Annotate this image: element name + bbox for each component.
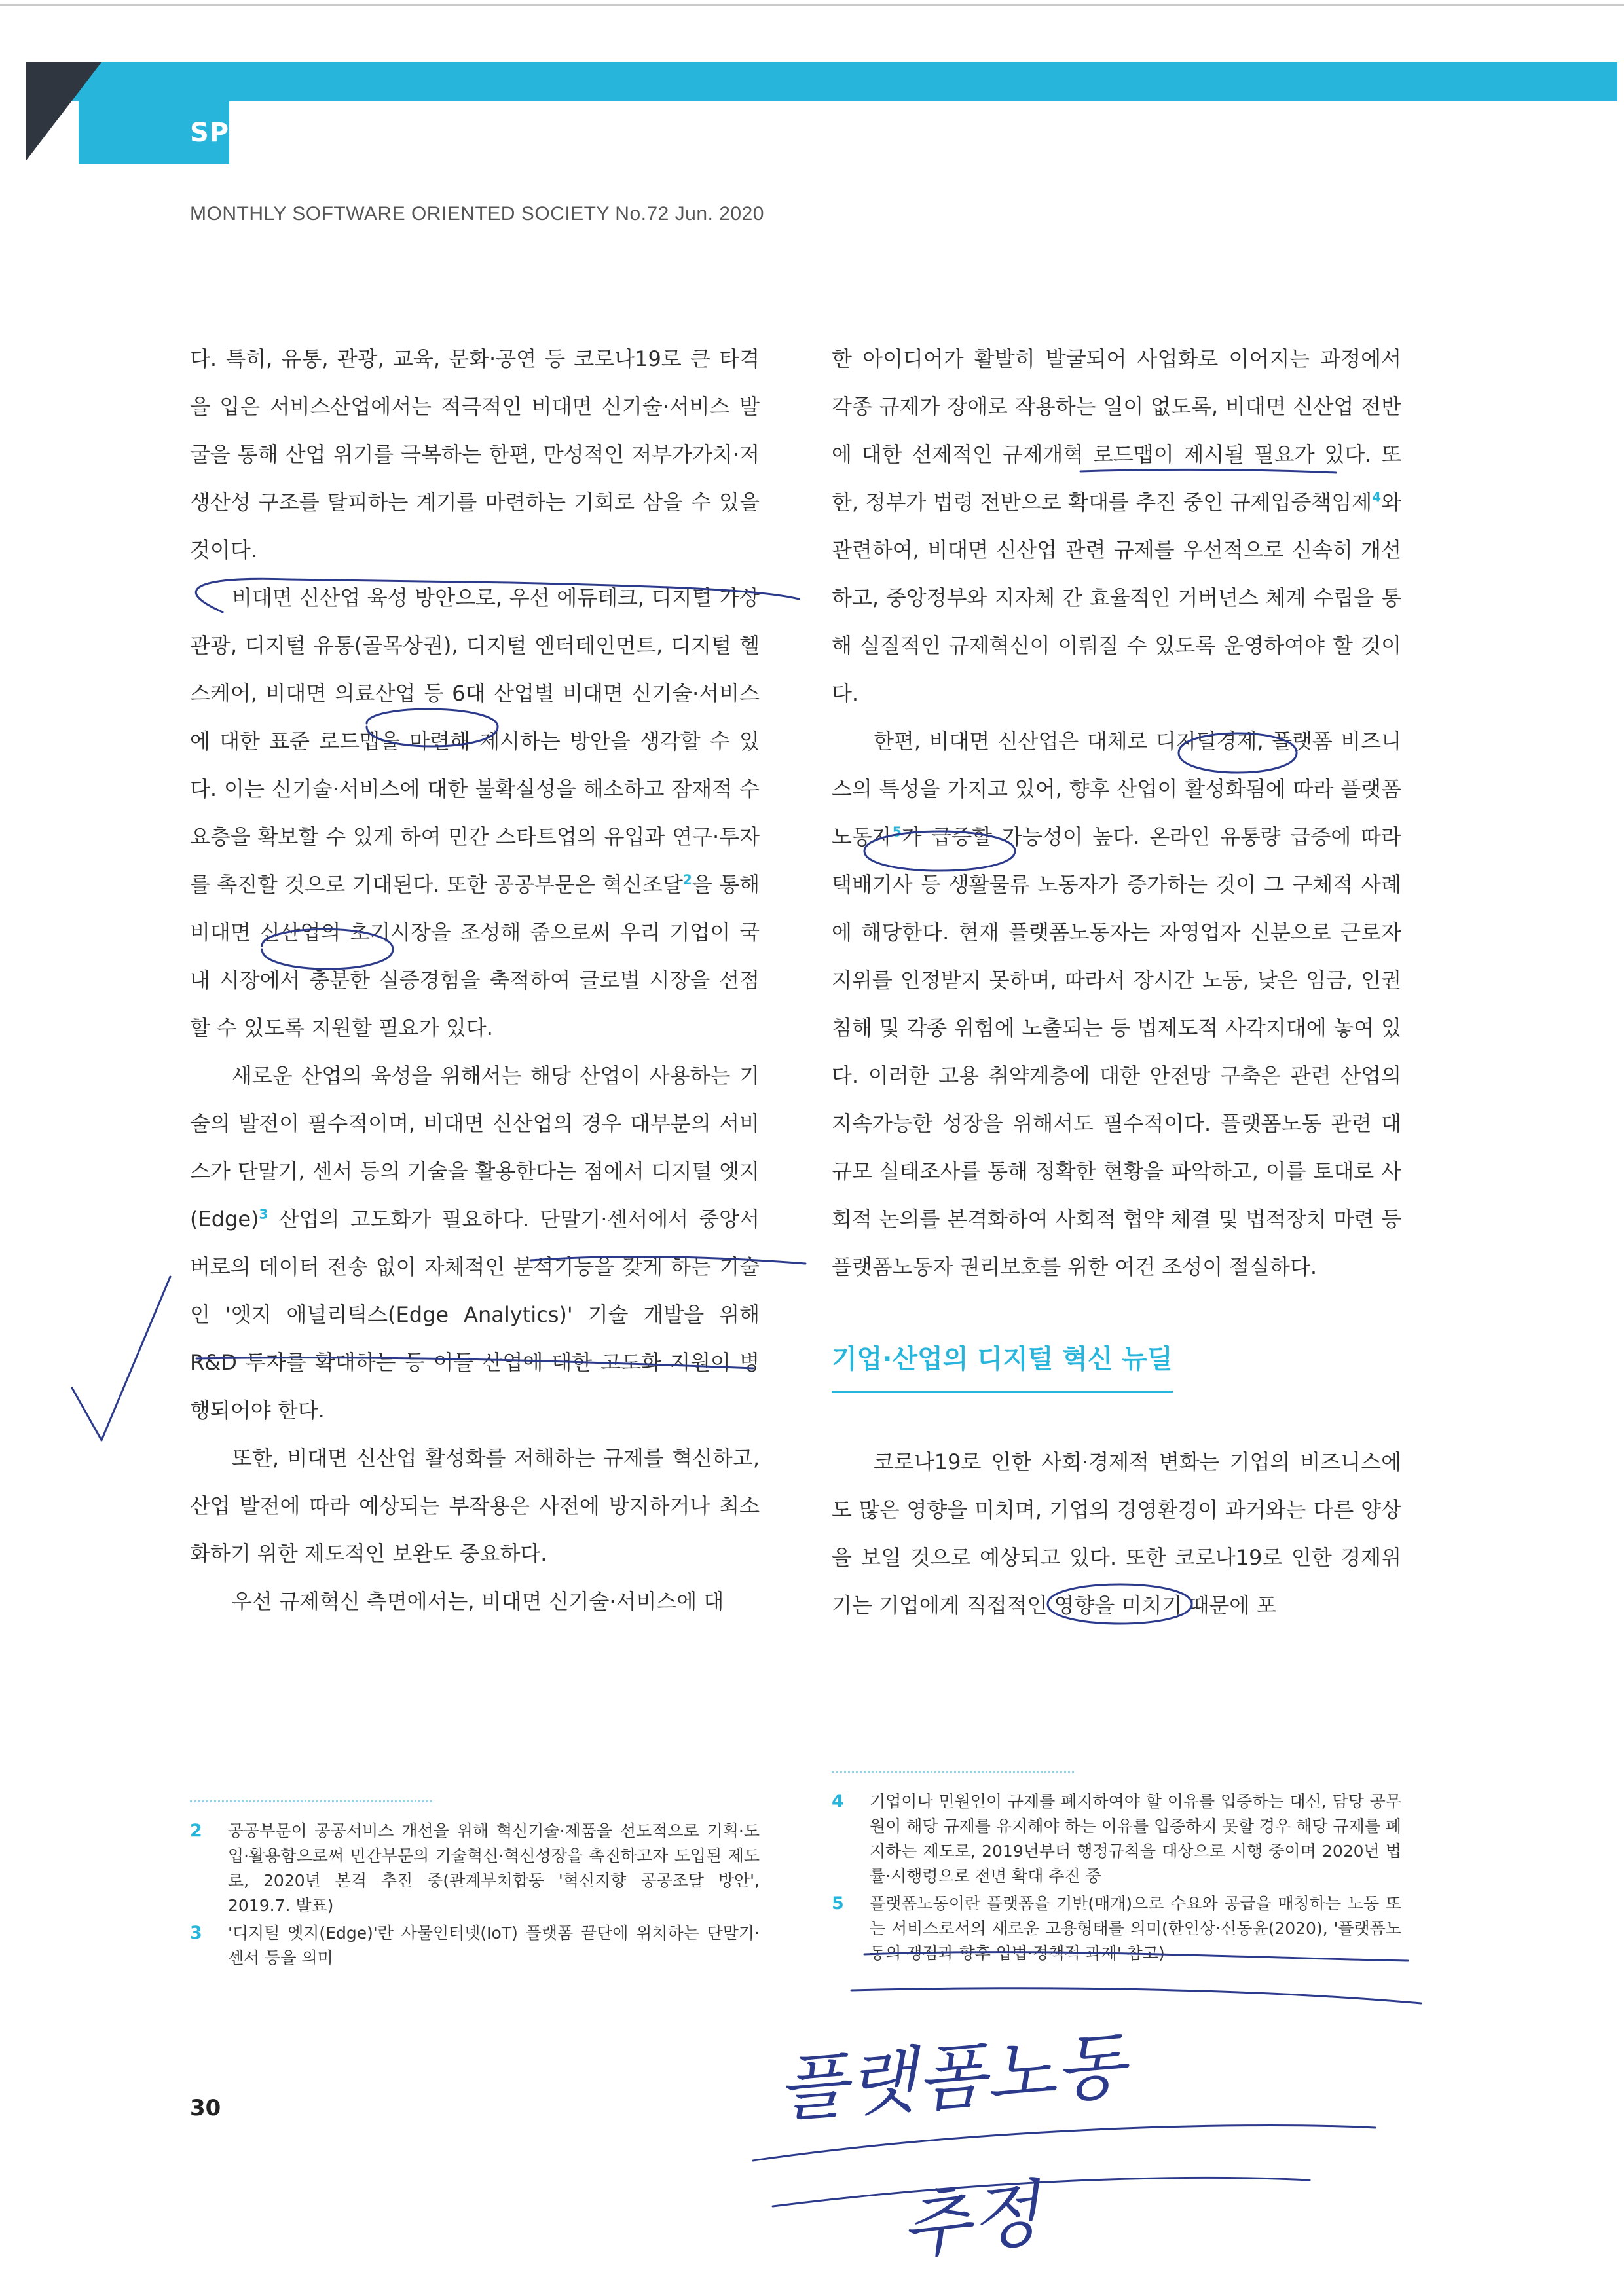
paragraph-text: 새로운 산업의 육성을 위해서는 해당 산업이 사용하는 기술의 발전이 필수적이며, 비대면 신산업의 경우 대부분의 서비스가 단말기, 센서 등의 기술을 활용한다는 점에서 디지털 엣지(Edge) xyxy=(190,1063,760,1231)
paragraph: 우선 규제혁신 측면에서는, 비대면 신기술·서비스에 대 xyxy=(232,1589,724,1614)
ink-circle xyxy=(864,831,1015,871)
magazine-issue-line: MONTHLY SOFTWARE ORIENTED SOCIETY No.72 Jun. 2020 xyxy=(190,203,764,225)
footnote-text: 기업이나 민원인이 규제를 폐지하여야 할 이유를 입증하는 대신, 담당 공무원이 해당 규제를 유지해야 하는 이유를 입증하지 못할 경우 해당 규제를 폐지하는 제도로, 2019년부터 행정규칙을 대상으로 시행 중이며 2020년 법률·시행령으로 전면 확대 추진 중 xyxy=(870,1792,1401,1886)
section-title: SPRI FOCUS xyxy=(190,118,373,148)
paragraph-text: 비대면 신산업 육성 방안으로, 우선 에듀테크, 디지털 가상관광, 디지털 유통(골목상권), 디지털 엔터테인먼트, 디지털 헬스케어, 비대면 의료산업 등 6대 산업별 비대면 신기술·서비스에 대한 표준 로드맵을 마련해 제시하는 방안을 생각할 수 있다. 이는 신기술·서비스에 대한 불확실성을 해소하고 잠재적 수요층을 확보할 수 있게 하여 민간 스타트업의 유입과 연구·투자를 촉진할 것으로 기대된다. 또한 공공부문은 혁신조달 xyxy=(190,585,760,897)
footnote-ref[interactable]: 5 xyxy=(892,824,902,840)
paragraph-text: 가 급증할 가능성이 높다. 온라인 유통량 급증에 따라 택배기사 등 생활물류 노동자가 증가하는 것이 그 구체적 사례에 해당한다. 현재 플랫폼노동자는 자영업자 신분으로 근로자 지위를 인정받지 못하며, 따라서 장시간 노동, 낮은 임금, 인권침해 및 각종 위험에 노출되는 등 법제도적 사각지대에 놓여 있다. 이러한 고용 취약계층에 대한 안전망 구축은 관련 산업의 지속가능한 성장을 위해서도 필수적이다. 플랫폼노동 관련 대규모 실태조사를 통해 정확한 현황을 파악하고, 이를 토대로 사회적 논의를 본격화하여 사회적 협약 체결 및 법적장치 마련 등 플랫폼노동자 권리보호를 위한 여건 조성이 절실하다. xyxy=(832,824,1401,1279)
footnote-text: '디지털 엣지(Edge)'란 사물인터넷(IoT) 플랫폼 끝단에 위치하는 단말기·센서 등을 의미 xyxy=(228,1923,760,1967)
footnote-text: 플랫폼노동이란 플랫폼을 기반(매개)으로 수요와 공급을 매칭하는 노동 또는 서비스로서의 새로운 고용형태를 의미(한인상·신동윤(2020), '플랫폼노동의 쟁점과 향후 입법·정책적 과제' 참고) xyxy=(870,1894,1401,1963)
ink-circle xyxy=(367,709,498,746)
ink-underline xyxy=(851,1988,1421,2003)
footnote-ref[interactable]: 4 xyxy=(1372,489,1382,505)
footnote-text: 공공부문이 공공서비스 개선을 위해 혁신기술·제품을 선도적으로 기획·도입·활용함으로써 민간부문의 기술혁신·혁신성장을 촉진하고자 도입된 제도로, 2020년 본격 추진 중(관계부처합동 '혁신지향 공공조달 방안', 2019.7. 발표) xyxy=(228,1821,760,1915)
ink-check-mark xyxy=(72,1277,170,1440)
ink-circle xyxy=(262,929,393,969)
handwritten-note: 플랫폼노동 xyxy=(774,2024,1128,2132)
footnote-number: 2 xyxy=(190,1821,202,1841)
paragraph: 다. 특히, 유통, 관광, 교육, 문화·공연 등 코로나19로 큰 타격을 입은 서비스산업에서는 적극적인 비대면 신기술·서비스 발굴을 통해 산업 위기를 극복하는 한편, 만성적인 저부가가치·저생산성 구조를 탈피하는 계기를 마련하는 기회로 삼을 수 있을 것이다. xyxy=(190,346,760,562)
ink-underline xyxy=(1080,469,1336,473)
paragraph: 또한, 비대면 신산업 활성화를 저해하는 규제를 혁신하고, 산업 발전에 따라 예상되는 부작용은 사전에 방지하거나 최소화하기 위한 제도적인 보완도 중요하다. xyxy=(190,1446,760,1566)
ink-loop xyxy=(196,579,799,612)
footnote-ref[interactable]: 3 xyxy=(259,1206,268,1222)
paragraph-text: 한 아이디어가 활발히 발굴되어 사업화로 이어지는 과정에서 각종 규제가 장애로 작용하는 일이 없도록, 비대면 신산업 전반에 대한 선제적인 규제개혁 로드맵이 제시될 필요가 있다. 또한, 정부가 법령 전반으로 확대를 추진 중인 규제입증책임제 xyxy=(832,346,1401,515)
paragraph-text: 와 관련하여, 비대면 신산업 관련 규제를 우선적으로 신속히 개선하고, 중앙정부와 지자체 간 효율적인 거버넌스 체계 수립을 통해 실질적인 규제혁신이 이뤄질 수 있도록 운영하여야 할 것이다. xyxy=(832,490,1401,706)
paragraph: 코로나19로 인한 사회·경제적 변화는 기업의 비즈니스에도 많은 영향을 미치며, 기업의 경영환경이 과거와는 다른 양상을 보일 것으로 예상되고 있다. 또한 코로나19로 인한 경제위기는 기업에게 직접적인 영향을 미치기 때문에 포 xyxy=(832,1449,1401,1618)
paragraph-text: 한편, 비대면 신산업은 대체로 디지털경제, 플랫폼 비즈니스의 특성을 가지고 있어, 향후 산업이 활성화됨에 따라 플랫폼노동자 xyxy=(832,729,1401,849)
paragraph-text: 을 통해 비대면 신산업의 초기시장을 조성해 줌으로써 우리 기업이 국내 시장에서 충분한 실증경험을 축적하여 글로벌 시장을 선점할 수 있도록 지원할 필요가 있다. xyxy=(190,872,760,1040)
footnote-ref[interactable]: 2 xyxy=(682,871,692,888)
ink-underline xyxy=(864,1952,1408,1961)
page-number: 30 xyxy=(190,2095,221,2121)
footnote-number: 4 xyxy=(832,1791,844,1812)
footnote-number: 5 xyxy=(832,1893,844,1914)
paragraph-text: 산업의 고도화가 필요하다. 단말기·센서에서 중앙서버로의 데이터 전송 없이 자체적인 분석기능을 갖게 하는 기술인 '엣지 애널리틱스(Edge Analytics)' 기술 개발을 위해 R&D 투자를 확대하는 등 이들 산업에 대한 고도화 지원이 병행되어야 한다. xyxy=(190,1207,760,1423)
ink-circle xyxy=(1048,1584,1192,1624)
ink-circle xyxy=(1179,733,1297,773)
ink-stroke xyxy=(773,2178,1310,2206)
ink-underline xyxy=(530,1257,805,1264)
footnote-number: 3 xyxy=(190,1923,202,1943)
ink-underline xyxy=(196,1358,753,1368)
ink-strike xyxy=(753,2126,1375,2160)
section-heading: 기업·산업의 디지털 혁신 뉴딜 xyxy=(832,1339,1173,1393)
handwritten-note: 추정 xyxy=(896,2171,1044,2269)
